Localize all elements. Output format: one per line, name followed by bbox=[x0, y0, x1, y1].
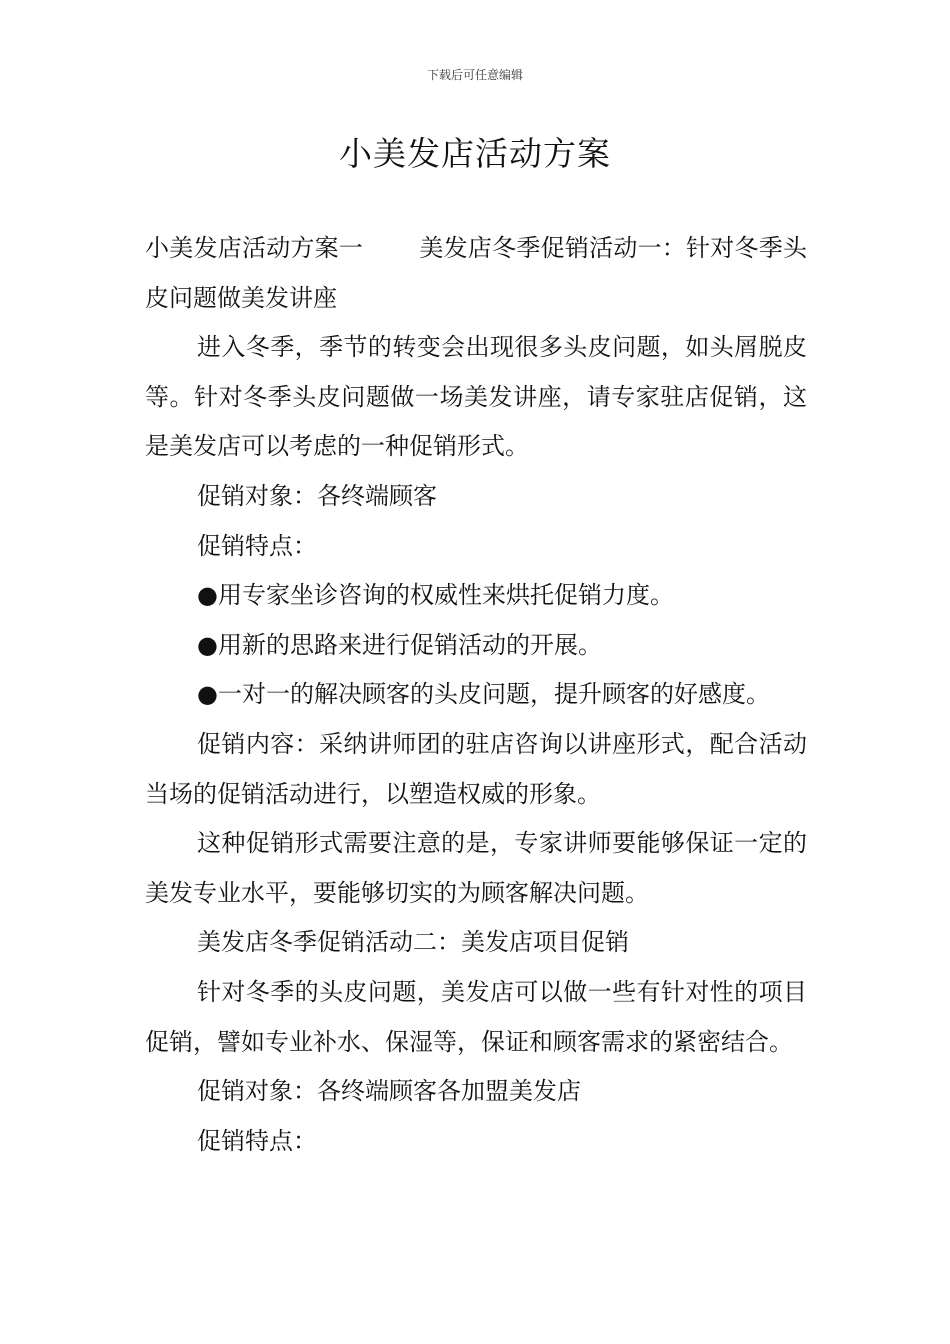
bullet-item: ●用新的思路来进行促销活动的开展。 bbox=[197, 630, 602, 659]
header-note: 下载后可任意编辑 bbox=[426, 68, 523, 82]
promo-target: 促销对象：各终端顾客 bbox=[197, 481, 437, 510]
activity-one-heading: 美发店冬季促销活动一：针对冬季头皮问题做美发讲座 bbox=[145, 234, 808, 312]
promo-content: 促销内容：采纳讲师团的驻店咨询以讲座形式，配合活动当场的促销活动进行，以塑造权威的形象。 bbox=[145, 729, 807, 808]
document-body bbox=[145, 224, 807, 1166]
promo-features-heading: 促销特点： bbox=[197, 1126, 317, 1155]
activity-two-heading: 美发店冬季促销活动二：美发店项目促销 bbox=[197, 928, 629, 957]
paragraph: 针对冬季的头皮问题，美发店可以做一些有针对性的项目促销，譬如专业补水、保湿等，保证和顾客需求的紧密结合。 bbox=[145, 977, 807, 1056]
bullet-item: ●一对一的解决顾客的头皮问题，提升顾客的好感度。 bbox=[197, 680, 770, 709]
promo-target: 促销对象：各终端顾客各加盟美发店 bbox=[197, 1077, 581, 1106]
first-paragraph bbox=[145, 224, 807, 323]
plan-label: 小美发店活动方案一 bbox=[145, 234, 364, 262]
paragraph: 进入冬季，季节的转变会出现很多头皮问题，如头屑脱皮等。针对冬季头皮问题做一场美发讲座，请专家驻店促销，这是美发店可以考虑的一种促销形式。 bbox=[145, 333, 807, 461]
bullet-item: ●用专家坐诊咨询的权威性来烘托促销力度。 bbox=[197, 581, 674, 610]
document-title: 小美发店活动方案 bbox=[339, 134, 611, 173]
promo-features-heading: 促销特点： bbox=[197, 531, 317, 560]
paragraph: 这种促销形式需要注意的是，专家讲师要能够保证一定的美发专业水平，要能够切实的为顾客解决问题。 bbox=[145, 829, 807, 907]
